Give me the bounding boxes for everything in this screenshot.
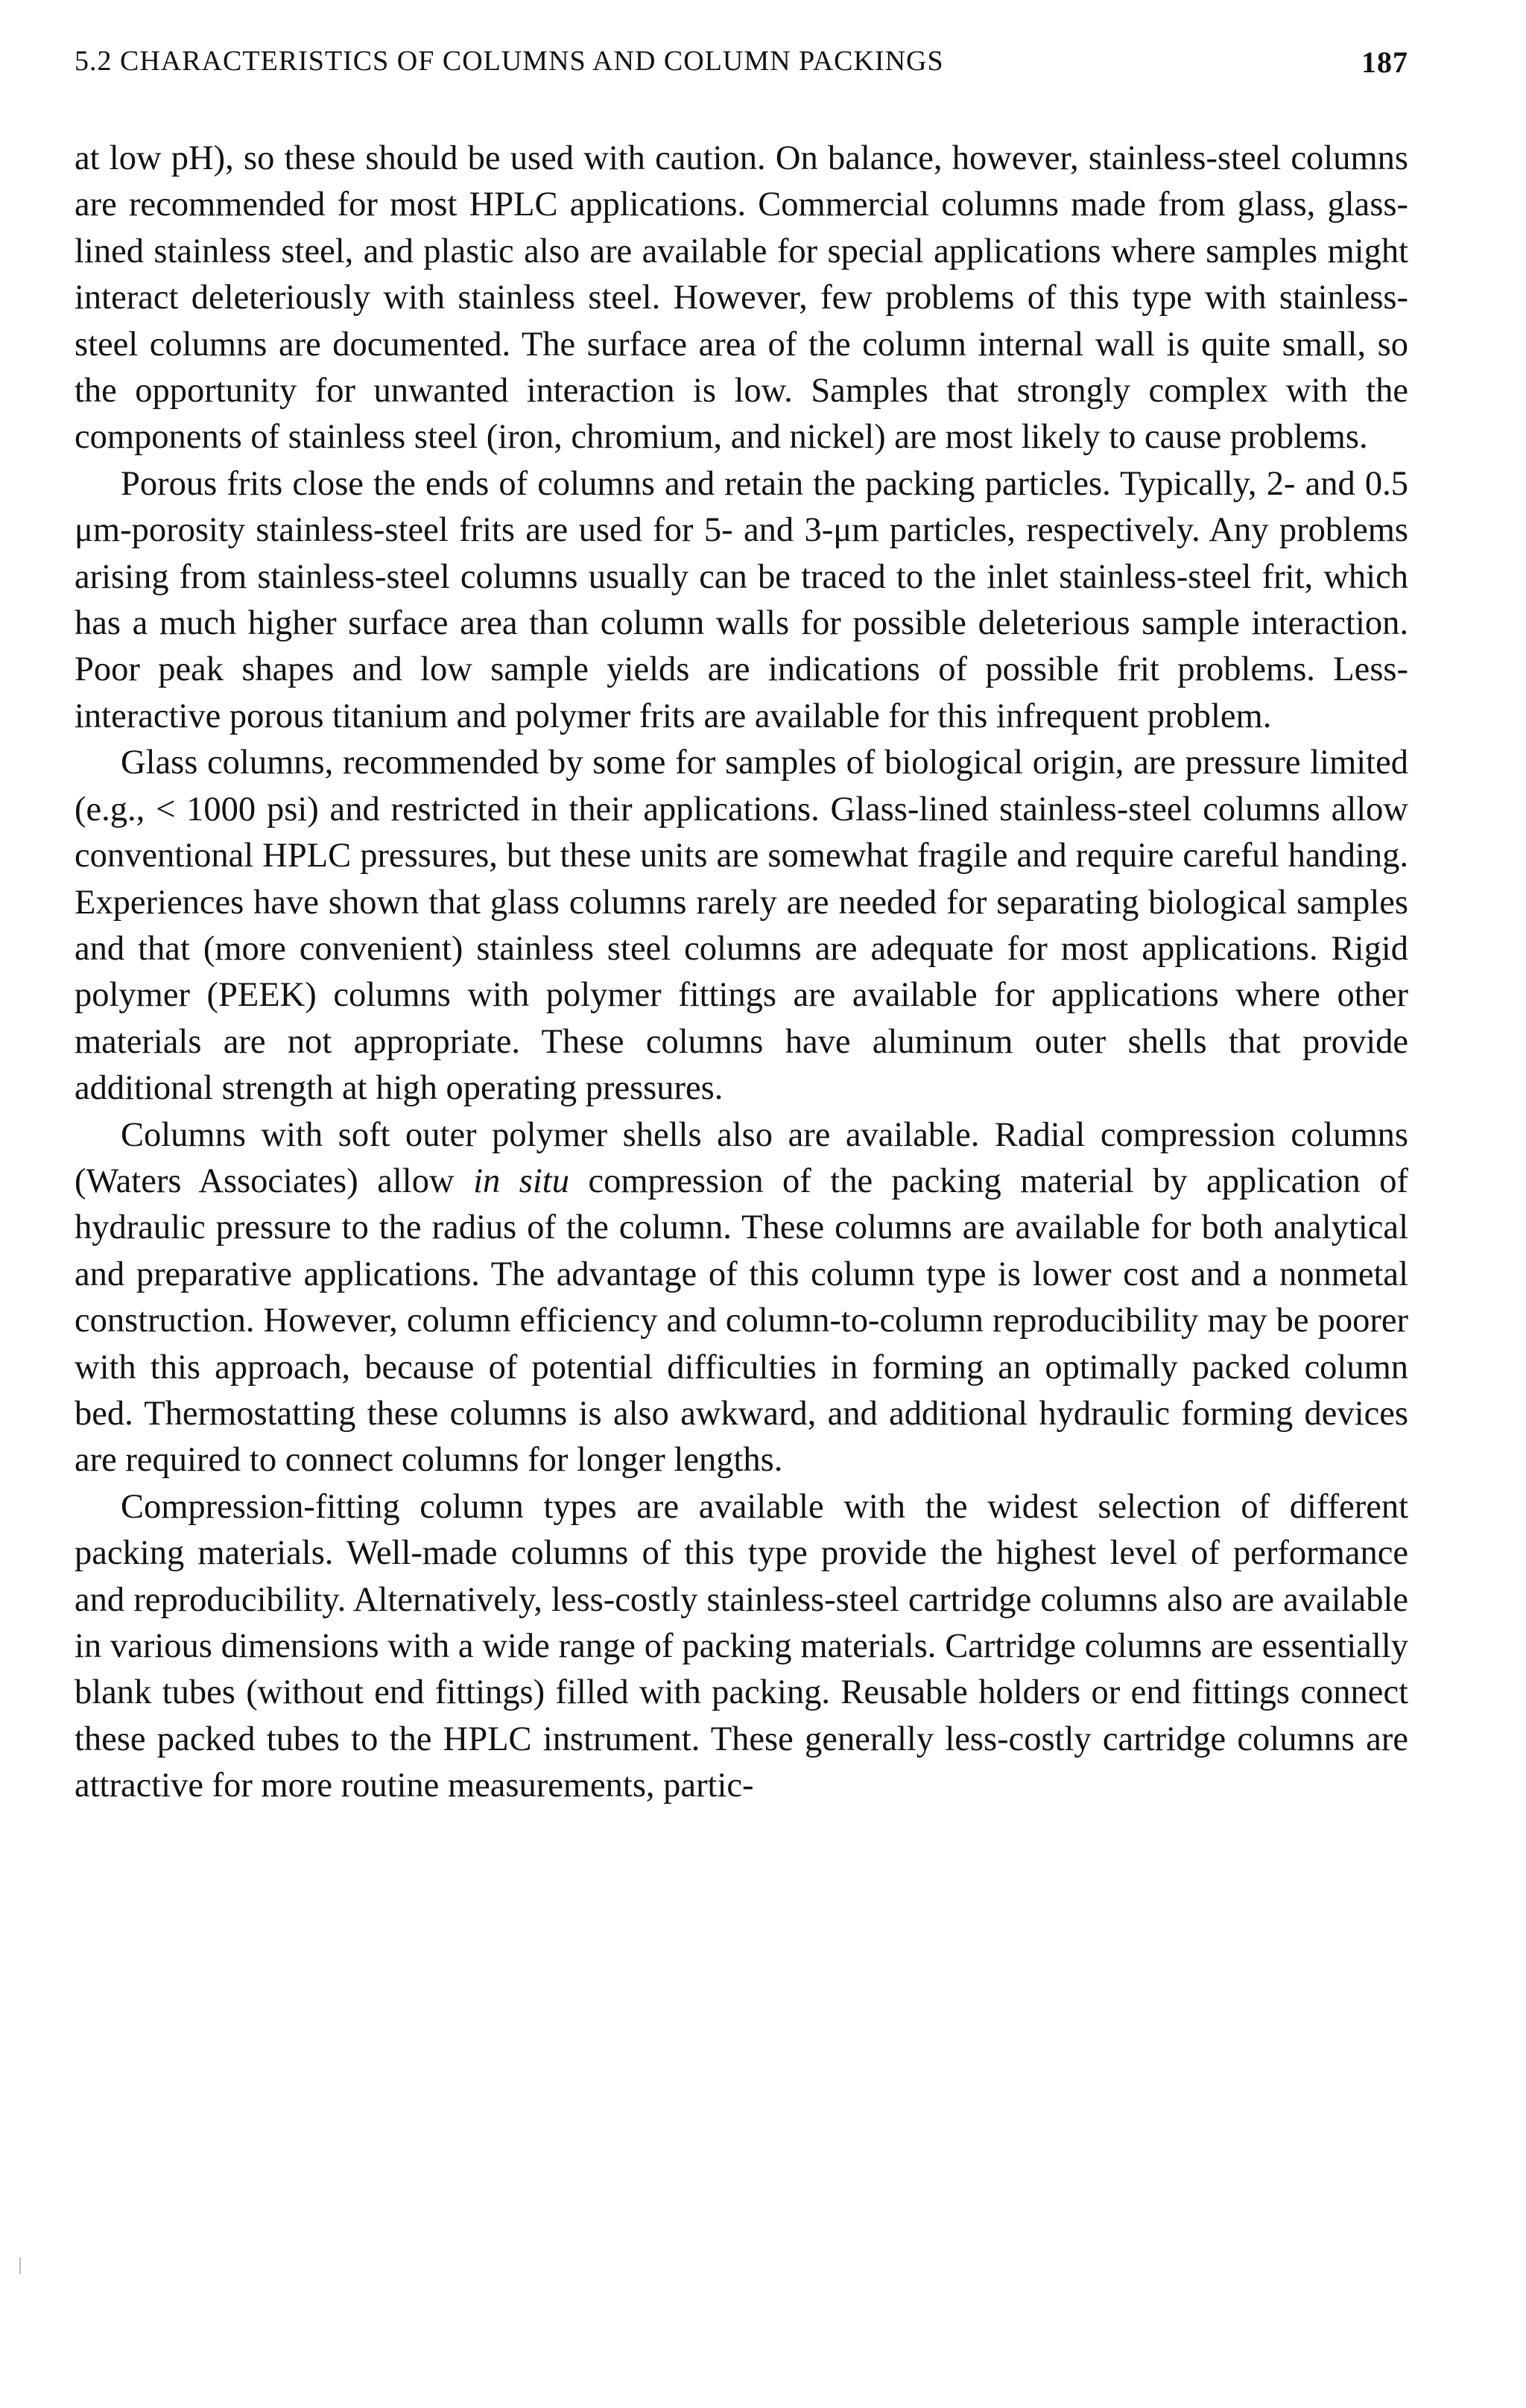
paragraph-radial-compression	[75, 1112, 1408, 1484]
italic-term: in situ	[473, 1162, 569, 1200]
paragraph-text: Columns with soft outer polymer shells also are available. Radial compression columns (Waters Associates) allow	[75, 1115, 1408, 1200]
body-text	[75, 136, 1408, 1810]
section-title: 5.2 CHARACTERISTICS OF COLUMNS AND COLUMN PACKINGS	[75, 45, 944, 77]
scan-margin-mark	[19, 2258, 21, 2274]
paragraph-continued: at low pH), so these should be used with caution. On balance, however, stainless-steel columns are recommended for most HPLC applications. Commercial columns made from glass, glass-lined stainless steel, and plastic also are available for special applications where samples might interact deleteriously with stainless steel. However, few problems of this type with stainless-steel columns are documented. The surface area of the column internal wall is quite small, so the opportunity for unwanted interaction is low. Samples that strongly complex with the components of stainless steel (iron, chromium, and nickel) are most likely to cause problems.	[75, 139, 1408, 457]
paragraph-cartridge-columns: Compression-fitting column types are available with the widest selection of different packing materials. Well-made columns of this type provide the highest level of performance and reproducibility. Alternatively, less-costly stainless-steel cartridge columns also are available in various dimensions with a wide range of packing materials. Cartridge columns are essentially blank tubes (without end fittings) filled with packing. Reusable holders or end fittings connect these packed tubes to the HPLC instrument. These generally less-costly cartridge columns are attractive for more routine measurements, partic-	[75, 1487, 1408, 1805]
running-head	[75, 45, 1408, 89]
paragraph-frits: Porous frits close the ends of columns and retain the packing particles. Typically, 2- and 0.5 μm-porosity stainless-steel frits are used for 5- and 3-μm particles, respectively. Any problems arising from stainless-steel columns usually can be traced to the inlet stainless-steel frit, which has a much higher surface area than column walls for possible deleterious sample interaction. Poor peak shapes and low sample yields are indications of possible frit problems. Less-interactive porous titanium and polymer frits are available for this infrequent problem.	[75, 464, 1408, 735]
paragraph-glass-columns: Glass columns, recommended by some for samples of biological origin, are pressure limited (e.g., < 1000 psi) and restricted in their applications. Glass-lined stainless-steel columns allow conventional HPLC pressures, but these units are somewhat fragile and require careful handing. Experiences have shown that glass columns rarely are needed for separating biological samples and that (more convenient) stainless steel columns are adequate for most applications. Rigid polymer (PEEK) columns with polymer fittings are available for applications where other materials are not appropriate. These columns have aluminum outer shells that provide additional strength at high operating pressures.	[75, 744, 1408, 1108]
paragraph-text: compression of the packing material by application of hydraulic pressure to the radius of the column. These columns are available for both analytical and preparative applications. The advantage of this column type is lower cost and a nonmetal construction. However, column efficiency and column-to-column reproducibility may be poorer with this approach, because of potential difficulties in forming an optimally packed column bed. Thermostatting these columns is also awkward, and additional hydraulic forming devices are required to connect columns for longer lengths.	[75, 1162, 1408, 1480]
page-number: 187	[1361, 45, 1408, 79]
book-page	[75, 45, 1408, 1810]
